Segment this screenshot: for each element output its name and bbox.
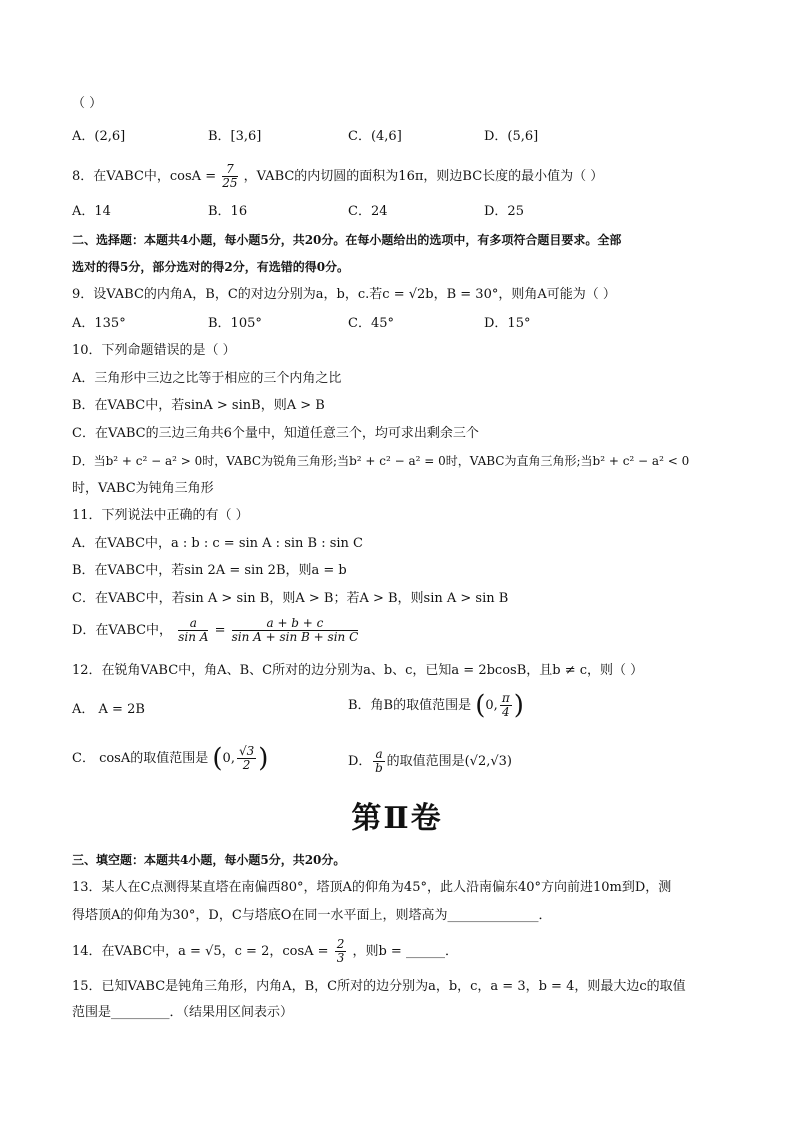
q14-stem-pre: 14．在VABC中，a = √5，c = 2，cosA = <box>72 944 329 959</box>
q7-option-b: B．[3,6] <box>208 129 262 144</box>
section3-heading: 三、填空题：本题共4小题，每小题5分，共20分。 <box>72 853 346 867</box>
q14-frac-den: 3 <box>336 951 345 965</box>
q12-c-fraction <box>237 745 256 772</box>
q9-option-b: B．105° <box>208 316 262 331</box>
q8-frac-num: 7 <box>222 163 237 177</box>
q12-b-fraction <box>500 692 512 719</box>
q12-d-frac-den: b <box>375 761 383 775</box>
q12-option-b-pre: B．角B的取值范围是 <box>348 698 472 713</box>
q11-d-frac2-num: a + b + c <box>232 617 359 631</box>
q10-option-b: B．在VABC中，若sinA > sinB，则A > B <box>72 398 325 413</box>
q12-d-frac-num: a <box>375 747 383 761</box>
q12-d-fraction <box>373 748 384 775</box>
part2-title: 第Ⅱ卷 <box>351 801 443 836</box>
q13-line2: 得塔顶A的仰角为30°，D，C与塔底O在同一水平面上，则塔高为______________． <box>72 908 552 923</box>
q8-frac-den: 25 <box>222 176 238 190</box>
q8-stem <box>72 163 603 190</box>
q10-option-d-line1: D．当b² + c² − a² > 0时，VABC为锐角三角形;当b² + c² − a² = 0时，VABC为直角三角形;当b² + c² − a² < 0 <box>72 454 690 468</box>
q7-option-c: C．(4,6] <box>348 129 402 144</box>
q11-stem: 11．下列说法中正确的有（ ） <box>72 508 249 523</box>
q12-c-frac-num: √3 <box>238 744 255 758</box>
q12-option-c-pre: C． cosA的取值范围是 <box>72 751 209 766</box>
q11-option-d <box>72 617 360 644</box>
q8-option-b: B．16 <box>208 204 248 219</box>
q8-fraction <box>222 163 237 190</box>
q12-b-right-paren: ) <box>513 690 524 721</box>
q11-option-d-pre: D．在VABC中， <box>72 623 173 638</box>
q8-option-a: A．14 <box>72 204 111 219</box>
q8-stem-pre: 8．在VABC中，cosA = <box>72 169 217 184</box>
q9-option-d: D．15° <box>484 316 531 331</box>
q12-c-frac-den: 2 <box>242 758 251 772</box>
q11-option-b: B．在VABC中，若sin 2A = sin 2B，则a = b <box>72 563 347 578</box>
q11-d-equals: = <box>214 623 226 638</box>
q12-option-d <box>348 748 512 775</box>
q11-option-c: C．在VABC中，若sin A > sin B，则A > B；若A > B，则sin A > sin B <box>72 591 509 606</box>
q12-d-range: (√2,√3) <box>464 754 512 769</box>
q14-stem <box>72 938 458 965</box>
q12-option-b <box>348 692 524 719</box>
q14-stem-post: ，则b = ______． <box>352 944 458 959</box>
q12-stem: 12．在锐角VABC中，角A、B、C所对的边分别为a、b、c，已知a = 2bcosB，且b ≠ c，则（ ） <box>72 663 644 678</box>
q11-d-fraction-2 <box>232 617 359 644</box>
q12-c-left-paren: ( <box>212 743 223 774</box>
q9-stem: 9．设VABC的内角A，B，C的对边分别为a，b，c.若c = √2b，B = 30°，则角A可能为（ ） <box>72 287 616 302</box>
q12-b-frac-den: 4 <box>501 705 510 719</box>
q10-option-d-line2: 时，VABC为钝角三角形 <box>72 481 214 496</box>
q13-line1: 13．某人在C点测得某直塔在南偏西80°，塔顶A的仰角为45°，此人沿南偏东40°方向前进10m到D，测 <box>72 880 672 895</box>
q11-d-frac1-den: sin A <box>178 630 209 644</box>
q10-option-a: A．三角形中三边之比等于相应的三个内角之比 <box>72 371 342 386</box>
q15-line1: 15．已知VABC是钝角三角形，内角A，B，C所对的边分别为a，b，c，a = 3，b = 4，则最大边c的取值 <box>72 979 686 994</box>
q14-frac-num: 2 <box>336 937 345 951</box>
section2-heading-line1: 二、选择题：本题共4小题，每小题5分，共20分。在每小题给出的选项中，有多项符合题目要求。全部 <box>72 233 622 247</box>
q15-line2: 范围是_________．（结果用区间表示） <box>72 1005 294 1020</box>
q12-c-right-paren: ) <box>258 743 269 774</box>
q12-option-c <box>72 745 268 772</box>
q9-option-a: A．135° <box>72 316 126 331</box>
q11-option-a: A．在VABC中，a : b : c = sin A : sin B : sin C <box>72 536 364 551</box>
q12-option-d-post: 的取值范围是 <box>386 754 465 769</box>
q10-stem: 10．下列命题错误的是（ ） <box>72 343 236 358</box>
q14-fraction <box>335 938 347 965</box>
q7-stem-tail: （ ） <box>72 96 103 111</box>
q12-b-lower: 0, <box>485 698 498 713</box>
q11-d-fraction-1 <box>178 617 208 644</box>
q8-stem-post: ，VABC的内切圆的面积为16π，则边BC长度的最小值为（ ） <box>243 169 604 184</box>
q7-option-a: A．(2,6] <box>72 129 126 144</box>
q7-option-d: D．(5,6] <box>484 129 539 144</box>
section2-heading-line2: 选对的得5分，部分选对的得2分，有选错的得0分。 <box>72 260 350 274</box>
q8-option-d: D．25 <box>484 204 524 219</box>
q12-option-a: A． A = 2B <box>72 702 145 717</box>
q11-d-frac2-den: sin A + sin B + sin C <box>231 630 359 644</box>
q9-option-c: C．45° <box>348 316 394 331</box>
q12-b-left-paren: ( <box>475 690 486 721</box>
q12-b-frac-num: π <box>501 691 510 705</box>
q10-option-c: C．在VABC的三边三角共6个量中，知道任意三个，均可求出剩余三个 <box>72 426 479 441</box>
q11-d-frac1-num: a <box>178 617 208 631</box>
q8-option-c: C．24 <box>348 204 388 219</box>
q12-option-d-pre: D． <box>348 754 372 769</box>
q12-c-lower: 0, <box>222 751 235 766</box>
